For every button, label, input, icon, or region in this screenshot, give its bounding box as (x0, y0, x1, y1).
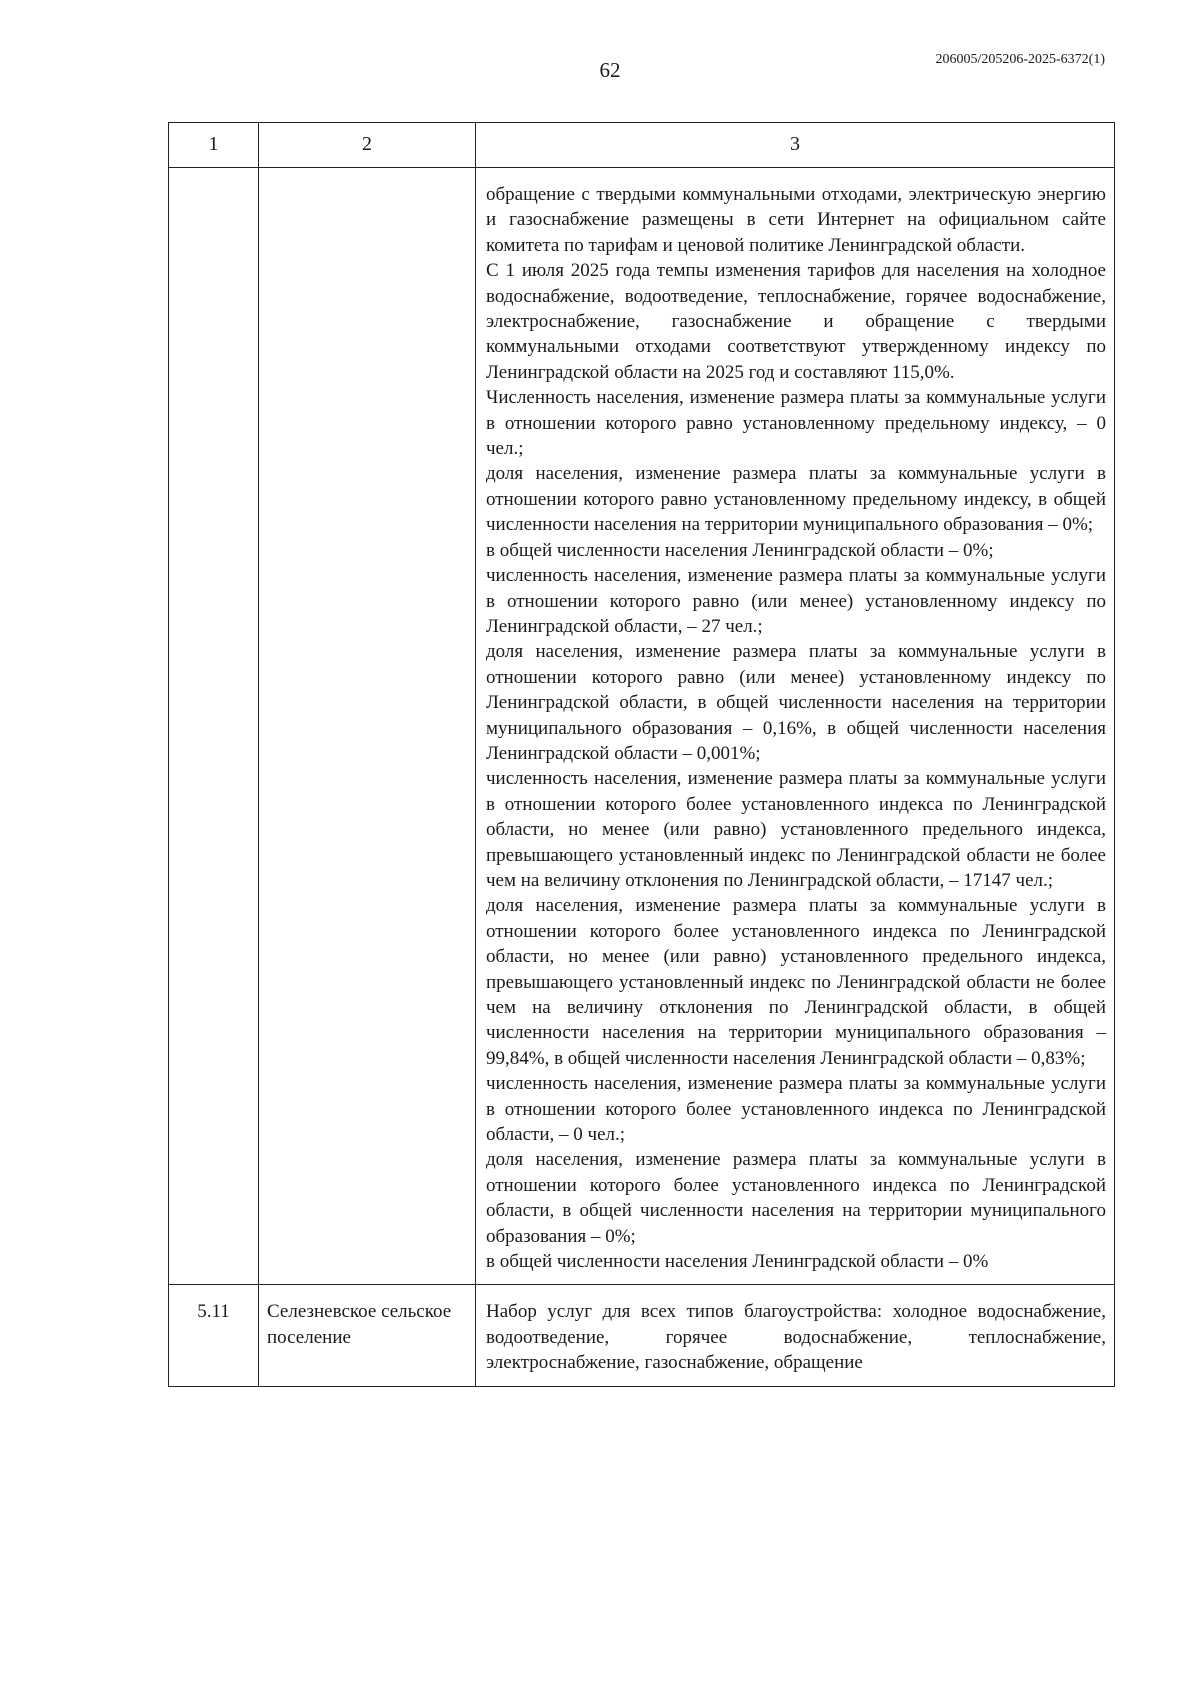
paragraph: Набор услуг для всех типов благоустройства: холодное водоснабжение, водоотведение, горячее водоснабжение, теплоснабжение, электроснабжение, газоснабжение, обращение (486, 1301, 1106, 1374)
table-row (169, 1285, 1115, 1386)
row-number-cell: 5.11 (169, 1285, 259, 1386)
column-header-1: 1 (169, 123, 259, 168)
paragraph: доля населения, изменение размера платы за коммунальные услуги в отношении которого равно установленному предельному индексу, в общей численности населения на территории муниципального образования – 0%; (486, 463, 1106, 536)
paragraph: С 1 июля 2025 года темпы изменения тарифов для населения на холодное водоснабжение, водоотведение, теплоснабжение, горячее водоснабжение, электроснабжение, газоснабжение и обращение с твердыми коммунальными отходами соответствуют утвержденному индексу по Ленинградской области на 2025 год и составляют 115,0%. (486, 260, 1106, 383)
paragraph: доля населения, изменение размера платы за коммунальные услуги в отношении которого более установленного индекса по Ленинградской области, но менее (или равно) установленного предельного индекса, превышающего установленный индекс по Ленинградской области не более чем на величину отклонения по Ленинградской области, в общей численности населения на территории муниципального образования – 99,84%, в общей численности населения Ленинградской области – 0,83%; (486, 895, 1106, 1069)
paragraph: Численность населения, изменение размера платы за коммунальные услуги в отношении которого равно установленному предельному индексу, – 0 чел.; (486, 387, 1106, 460)
row-content-cell (476, 168, 1115, 1285)
row-name-cell (259, 168, 476, 1285)
document-id: 206005/205206-2025-6372(1) (935, 52, 1105, 67)
row-content-cell (476, 1285, 1115, 1386)
data-table (168, 122, 1115, 1387)
table-row (169, 168, 1115, 1285)
page-number: 62 (599, 58, 621, 82)
paragraph: обращение с твердыми коммунальными отходами, электрическую энергию и газоснабжение размещены в сети Интернет на официальном сайте комитета по тарифам и ценовой политике Ленинградской области. (486, 184, 1106, 256)
paragraph: численность населения, изменение размера платы за коммунальные услуги в отношении которого более установленного индекса по Ленинградской области, – 0 чел.; (486, 1073, 1106, 1146)
row-number-cell (169, 168, 259, 1285)
table-header-row (169, 123, 1115, 168)
paragraph: в общей численности населения Ленинградской области – 0%; (486, 539, 994, 561)
paragraph: численность населения, изменение размера платы за коммунальные услуги в отношении которого равно (или менее) установленному индексу по Ленинградской области, – 27 чел.; (486, 565, 1106, 637)
column-header-3: 3 (476, 123, 1115, 168)
paragraph: численность населения, изменение размера платы за коммунальные услуги в отношении которого более установленного индекса по Ленинградской области, но менее (или равно) установленного предельного индекса, превышающего установленный индекс по Ленинградской области не более чем на величину отклонения по Ленинградской области, – 17147 чел.; (486, 768, 1106, 891)
paragraph: доля населения, изменение размера платы за коммунальные услуги в отношении которого равно (или менее) установленному индексу по Ленинградской области, в общей численности населения на территории муниципального образования – 0,16%, в общей численности населения Ленинградской области – 0,001%; (486, 641, 1106, 764)
paragraph: доля населения, изменение размера платы за коммунальные услуги в отношении которого более установленного индекса по Ленинградской области, в общей численности населения на территории муниципального образования – 0%; (486, 1149, 1106, 1247)
column-header-2: 2 (259, 123, 476, 168)
row-name-cell: Селезневское сельское поселение (259, 1285, 476, 1386)
paragraph: в общей численности населения Ленинградской области – 0% (486, 1251, 989, 1273)
